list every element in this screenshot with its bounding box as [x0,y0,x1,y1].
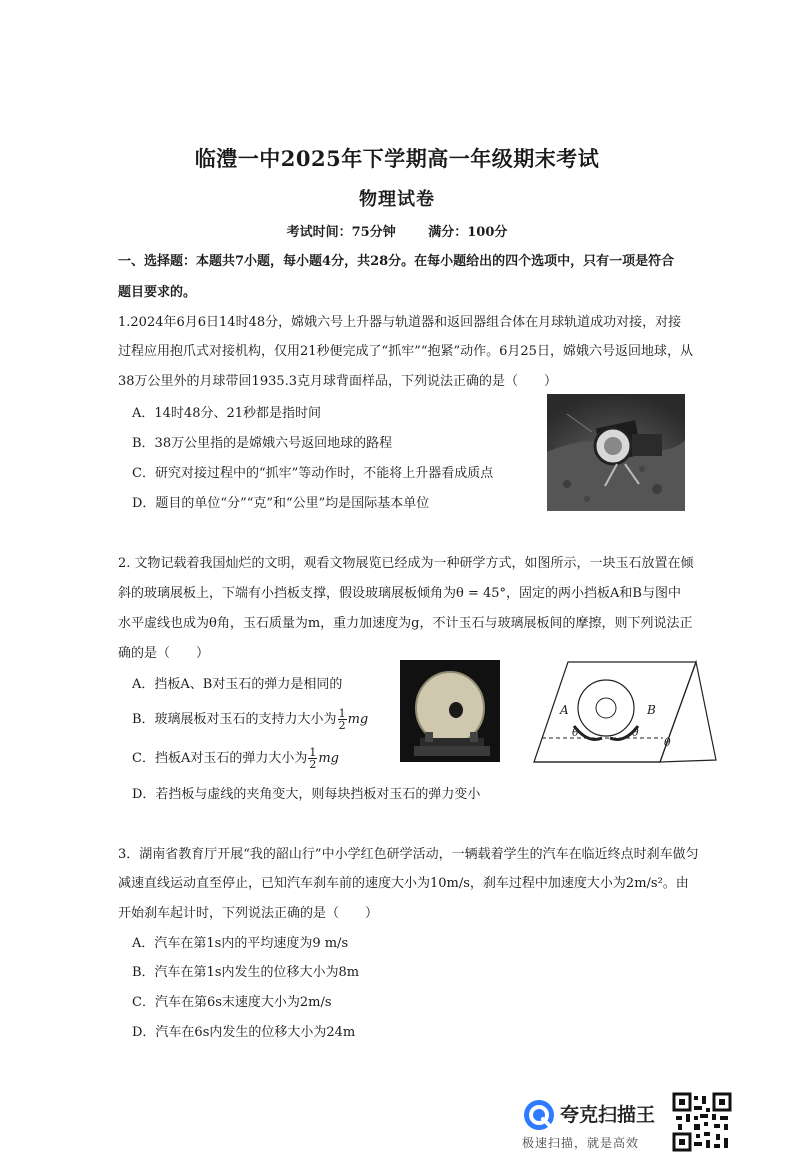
label-b: B [647,703,656,717]
q3-option-d: D．汽车在6s内发生的位移大小为24m [132,1025,356,1040]
fraction-half [308,747,317,770]
q1-option-c: C．研究对接过程中的“抓牢”等动作时，不能将上升器看成质点 [132,466,494,481]
q3-stem-line2: 减速直线运动直至停止，已知汽车刹车前的速度大小为10m/s，刹车过程中加速度大小为2m/s²。由 [118,876,689,891]
watermark-brand: 夸克扫描王 [560,1104,656,1126]
fraction-numerator: 1 [338,707,346,720]
incline-diagram [528,660,718,770]
q2-stem-line4: 确的是（ ） [118,646,210,661]
q3-option-b: B．汽车在第1s内发生的位移大小为8m [132,965,360,980]
q1-option-a: A．14时48分、21秒都是指时间 [132,406,322,421]
q2-option-c [132,747,339,770]
q3-stem-line1: 3．湖南省教育厅开展“我的韶山行”中小学红色研学活动，一辆载着学生的汽车在临近终点时刹车做匀 [118,847,699,862]
exam-time: 考试时间：75分钟 [286,225,396,240]
quark-logo-icon [522,1098,556,1132]
q2-stem-line2: 斜的玻璃展板上，下端有小挡板支撑，假设玻璃展板倾角为θ = 45°，固定的两小挡板A和B与图中 [118,586,681,601]
scanner-watermark [520,1096,790,1156]
mg-symbol: mg [347,712,369,727]
angle-theta-incline: θ [664,736,671,749]
q2-option-d: D．若挡板与虚线的夹角变大，则每块挡板对玉石的弹力变小 [132,787,481,802]
angle-theta-a: θ [572,726,579,739]
q1-stem-line1: 1.2024年6月6日14时48分，嫦娥六号上升器与轨道器和返回器组合体在月球轨道成功对接，对接 [118,315,682,330]
section1-heading-line1: 一、选择题：本题共7小题，每小题4分，共28分。在每小题给出的四个选项中，只有一项是符合 [118,254,675,269]
q2-option-b-text: B．玻璃展板对玉石的支持力大小为 [132,712,337,727]
section1-heading-line2: 题目要求的。 [118,285,197,300]
q2-stem-line3: 水平虚线也成为θ角，玉石质量为m，重力加速度为g，不计玉石与玻璃展板间的摩擦，则下列说法正 [118,616,693,631]
chang-e-6-photo [547,394,685,511]
fraction-denominator: 2 [338,719,346,732]
jade-disc-photo [400,660,500,762]
mg-symbol: mg [318,751,339,766]
q2-option-a: A．挡板A、B对玉石的弹力是相同的 [132,677,343,692]
fraction-denominator: 2 [309,758,317,771]
q1-stem-line3: 38万公里外的月球带回1935.3克月球背面样品，下列说法正确的是（ ） [118,374,558,389]
q3-option-a: A．汽车在第1s内的平均速度为9 m/s [132,936,349,951]
exam-title: 临澧一中2025年下学期高一年级期末考试 [194,146,600,171]
watermark-slogan: 极速扫描，就是高效 [522,1136,640,1150]
exam-score: 满分：100分 [428,225,508,240]
q1-option-b: B．38万公里指的是嫦娥六号返回地球的路程 [132,436,393,451]
exam-subject: 物理试卷 [359,189,435,210]
q2-option-c-text: C．挡板A对玉石的弹力大小为 [132,751,308,766]
q1-option-d: D．题目的单位“分”“克”和“公里”均是国际基本单位 [132,496,430,511]
label-a: A [560,703,569,717]
q3-option-c: C．汽车在第6s末速度大小为2m/s [132,995,332,1010]
qr-code-icon [672,1092,732,1152]
q2-stem-line1: 2. 文物记载着我国灿烂的文明，观看文物展览已经成为一种研学方式，如图所示，一块玉石放置在倾 [118,556,694,571]
q2-option-b [132,708,368,731]
q3-stem-line3: 开始刹车起计时，下列说法正确的是（ ） [118,906,379,921]
exam-info [0,221,794,240]
q1-stem-line2: 过程应用抱爪式对接机构，仅用21秒便完成了“抓牢”“抱紧”动作。6月25日，嫦娥六号返回地球，从 [118,344,693,359]
fraction-numerator: 1 [309,746,317,759]
angle-theta-b: θ [632,726,639,739]
fraction-half [338,708,347,731]
